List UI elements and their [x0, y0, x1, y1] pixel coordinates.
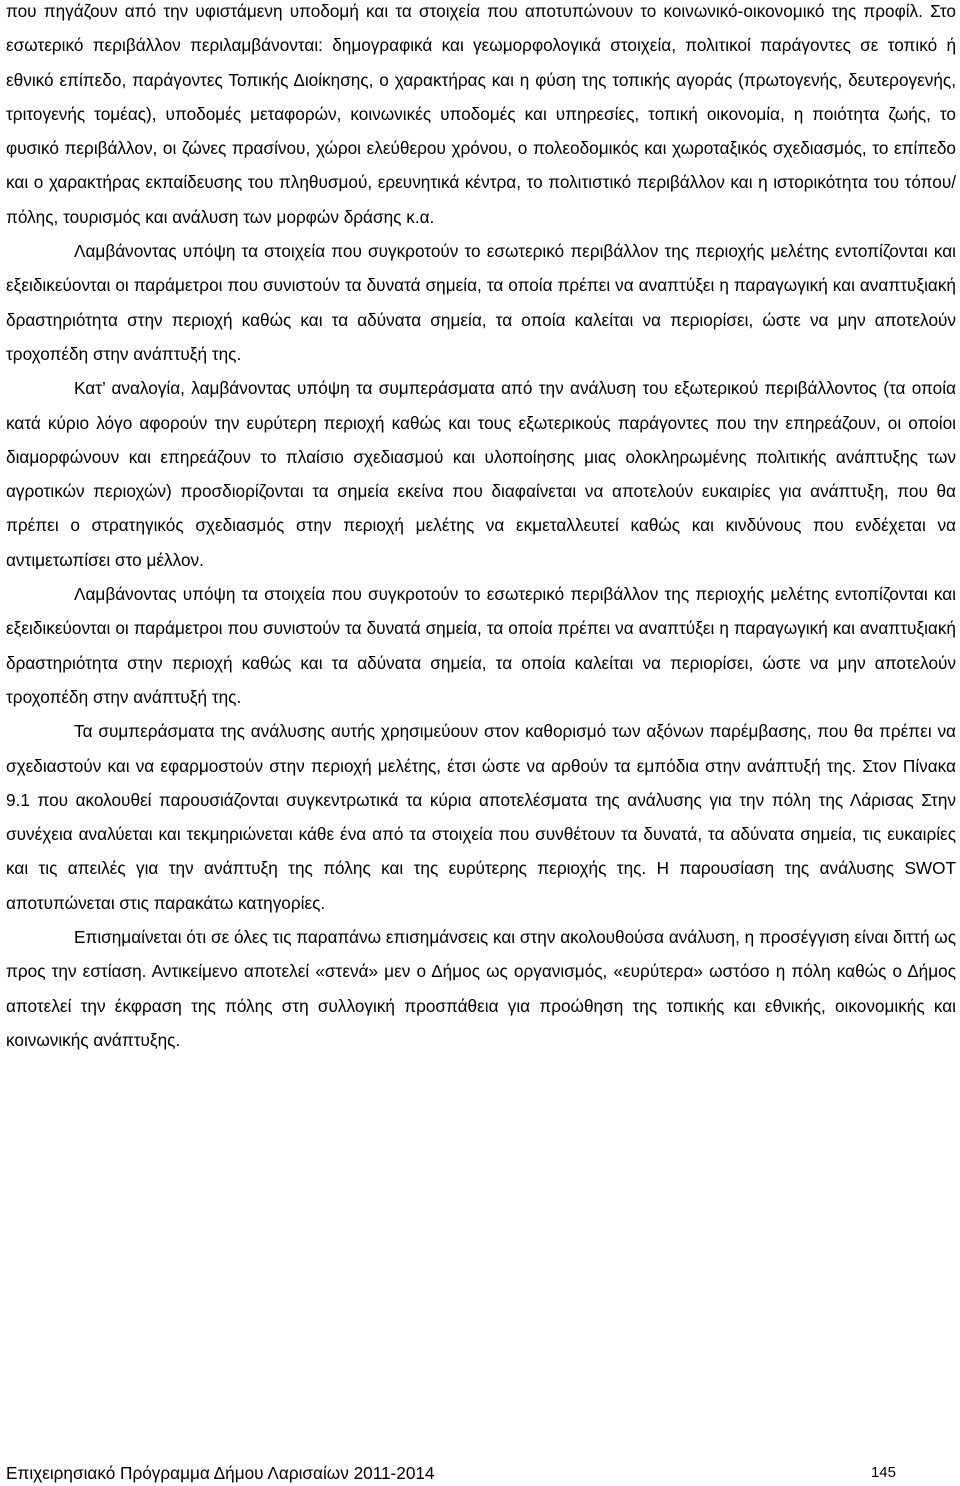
paragraph-strengths-weaknesses-repeat: Λαμβάνοντας υπόψη τα στοιχεία που συγκροτούν το εσωτερικό περιβάλλον της περιοχής μελέτης εντοπίζονται και εξειδικεύονται οι παράμετροι που συνιστούν τα δυνατά σημεία, τα οποία πρέπει να αναπτύξει η παραγωγική και αναπτυξιακή δραστηριότητα στην περιοχή καθώς και τα αδύνατα σημεία, τα οποία καλείται να περιορίσει, ώστε να μην αποτελούν τροχοπέδη στην ανάπτυξή της. — [6, 584, 956, 707]
paragraph-dual-approach: Επισημαίνεται ότι σε όλες τις παραπάνω επισημάνσεις και στην ακολουθούσα ανάλυση, η προσέγγιση είναι διττή ως προς την εστίαση. Αντικείμενο αποτελεί «στενά» μεν ο Δήμος ως οργανισμός, «ευρύτερα» ωστόσο η πόλη καθώς ο Δήμος αποτελεί την έκφραση της πόλης στη συλλογική προσπάθεια για προώθηση της τοπικής και εθνικής, οικονομικής και κοινωνικής ανάπτυξης. — [6, 927, 956, 1050]
paragraph-internal-environment: που πηγάζουν από την υφιστάμενη υποδομή και τα στοιχεία που αποτυπώνουν το κοινωνικό-οικονομικό της προφίλ. Στο εσωτερικό περιβάλλον περιλαμβάνονται: δημογραφικά και γεωμορφολογικά στοιχεία, πολιτικοί παράγοντες σε τοπικό ή εθνικό επίπεδο, παράγοντες Τοπικής Διοίκησης, ο χαρακτήρας και η φύση της τοπικής αγοράς (πρωτογενής, δευτερογενής, τριτογενής τομέας), υποδομές μεταφορών, κοινωνικές υποδομές και υπηρεσίες, τοπική οικονομία, η ποιότητα ζωής, το φυσικό περιβάλλον, οι ζώνες πρασίνου, χώροι ελεύθερου χρόνου, ο πολεοδομικός και χωροταξικός σχεδιασμός, το επίπεδο και ο χαρακτήρας εκπαίδευσης του πληθυσμού, ερευνητικά κέντρα, το πολιτιστικό περιβάλλον και η ιστορικότητα του τόπου/ πόλης, τουρισμός και ανάλυση των μορφών δράσης κ.α. — [6, 1, 956, 227]
page-number: 145 — [870, 1464, 896, 1481]
document-body — [6, 0, 956, 1057]
paragraph-opportunities-threats: Κατ’ αναλογία, λαμβάνοντας υπόψη τα συμπεράσματα από την ανάλυση του εξωτερικού περιβάλλοντος (τα οποία κατά κύριο λόγο αφορούν την ευρύτερη περιοχή καθώς και τους εξωτερικούς παράγοντες που την επηρεάζουν, οι οποίοι διαμορφώνουν και επηρεάζουν το πλαίσιο σχεδιασμού και υλοποίησης μιας ολοκληρωμένης πολιτικής ανάπτυξης των αγροτικών περιοχών) προσδιορίζονται τα σημεία εκείνα που διαφαίνεται να αποτελούν ευκαιρίες για ανάπτυξη, που θα πρέπει ο στρατηγικός σχεδιασμός στην περιοχή μελέτης να εκμεταλλευτεί καθώς και κινδύνους που ενδέχεται να αντιμετωπίσει στο μέλλον. — [6, 378, 956, 570]
footer-title: Επιχειρησιακό Πρόγραμμα Δήμου Λαρισαίων 2011-2014 — [6, 1463, 435, 1483]
page-footer — [6, 1463, 896, 1483]
paragraph-strengths-weaknesses: Λαμβάνοντας υπόψη τα στοιχεία που συγκροτούν το εσωτερικό περιβάλλον της περιοχής μελέτης εντοπίζονται και εξειδικεύονται οι παράμετροι που συνιστούν τα δυνατά σημεία, τα οποία πρέπει να αναπτύξει η παραγωγική και αναπτυξιακή δραστηριότητα στην περιοχή καθώς και τα αδύνατα σημεία, τα οποία καλείται να περιορίσει, ώστε να μην αποτελούν τροχοπέδη στην ανάπτυξή της. — [6, 241, 956, 364]
paragraph-swot-conclusions: Τα συμπεράσματα της ανάλυσης αυτής χρησιμεύουν στον καθορισμό των αξόνων παρέμβασης, που θα πρέπει να σχεδιαστούν και να εφαρμοστούν στην περιοχή μελέτης, έτσι ώστε να αρθούν τα εμπόδια στην ανάπτυξή της. Στον Πίνακα 9.1 που ακολουθεί παρουσιάζονται συγκεντρωτικά τα κύρια αποτελέσματα της ανάλυσης για την πόλη της Λάρισας Στην συνέχεια αναλύεται και τεκμηριώνεται κάθε ένα από τα στοιχεία που συνθέτουν τα δυνατά, τα αδύνατα σημεία, τις ευκαιρίες και τις απειλές για την ανάπτυξη της πόλης και της ευρύτερης περιοχής της. Η παρουσίαση της ανάλυσης SWOT αποτυπώνεται στις παρακάτω κατηγορίες. — [6, 721, 956, 913]
